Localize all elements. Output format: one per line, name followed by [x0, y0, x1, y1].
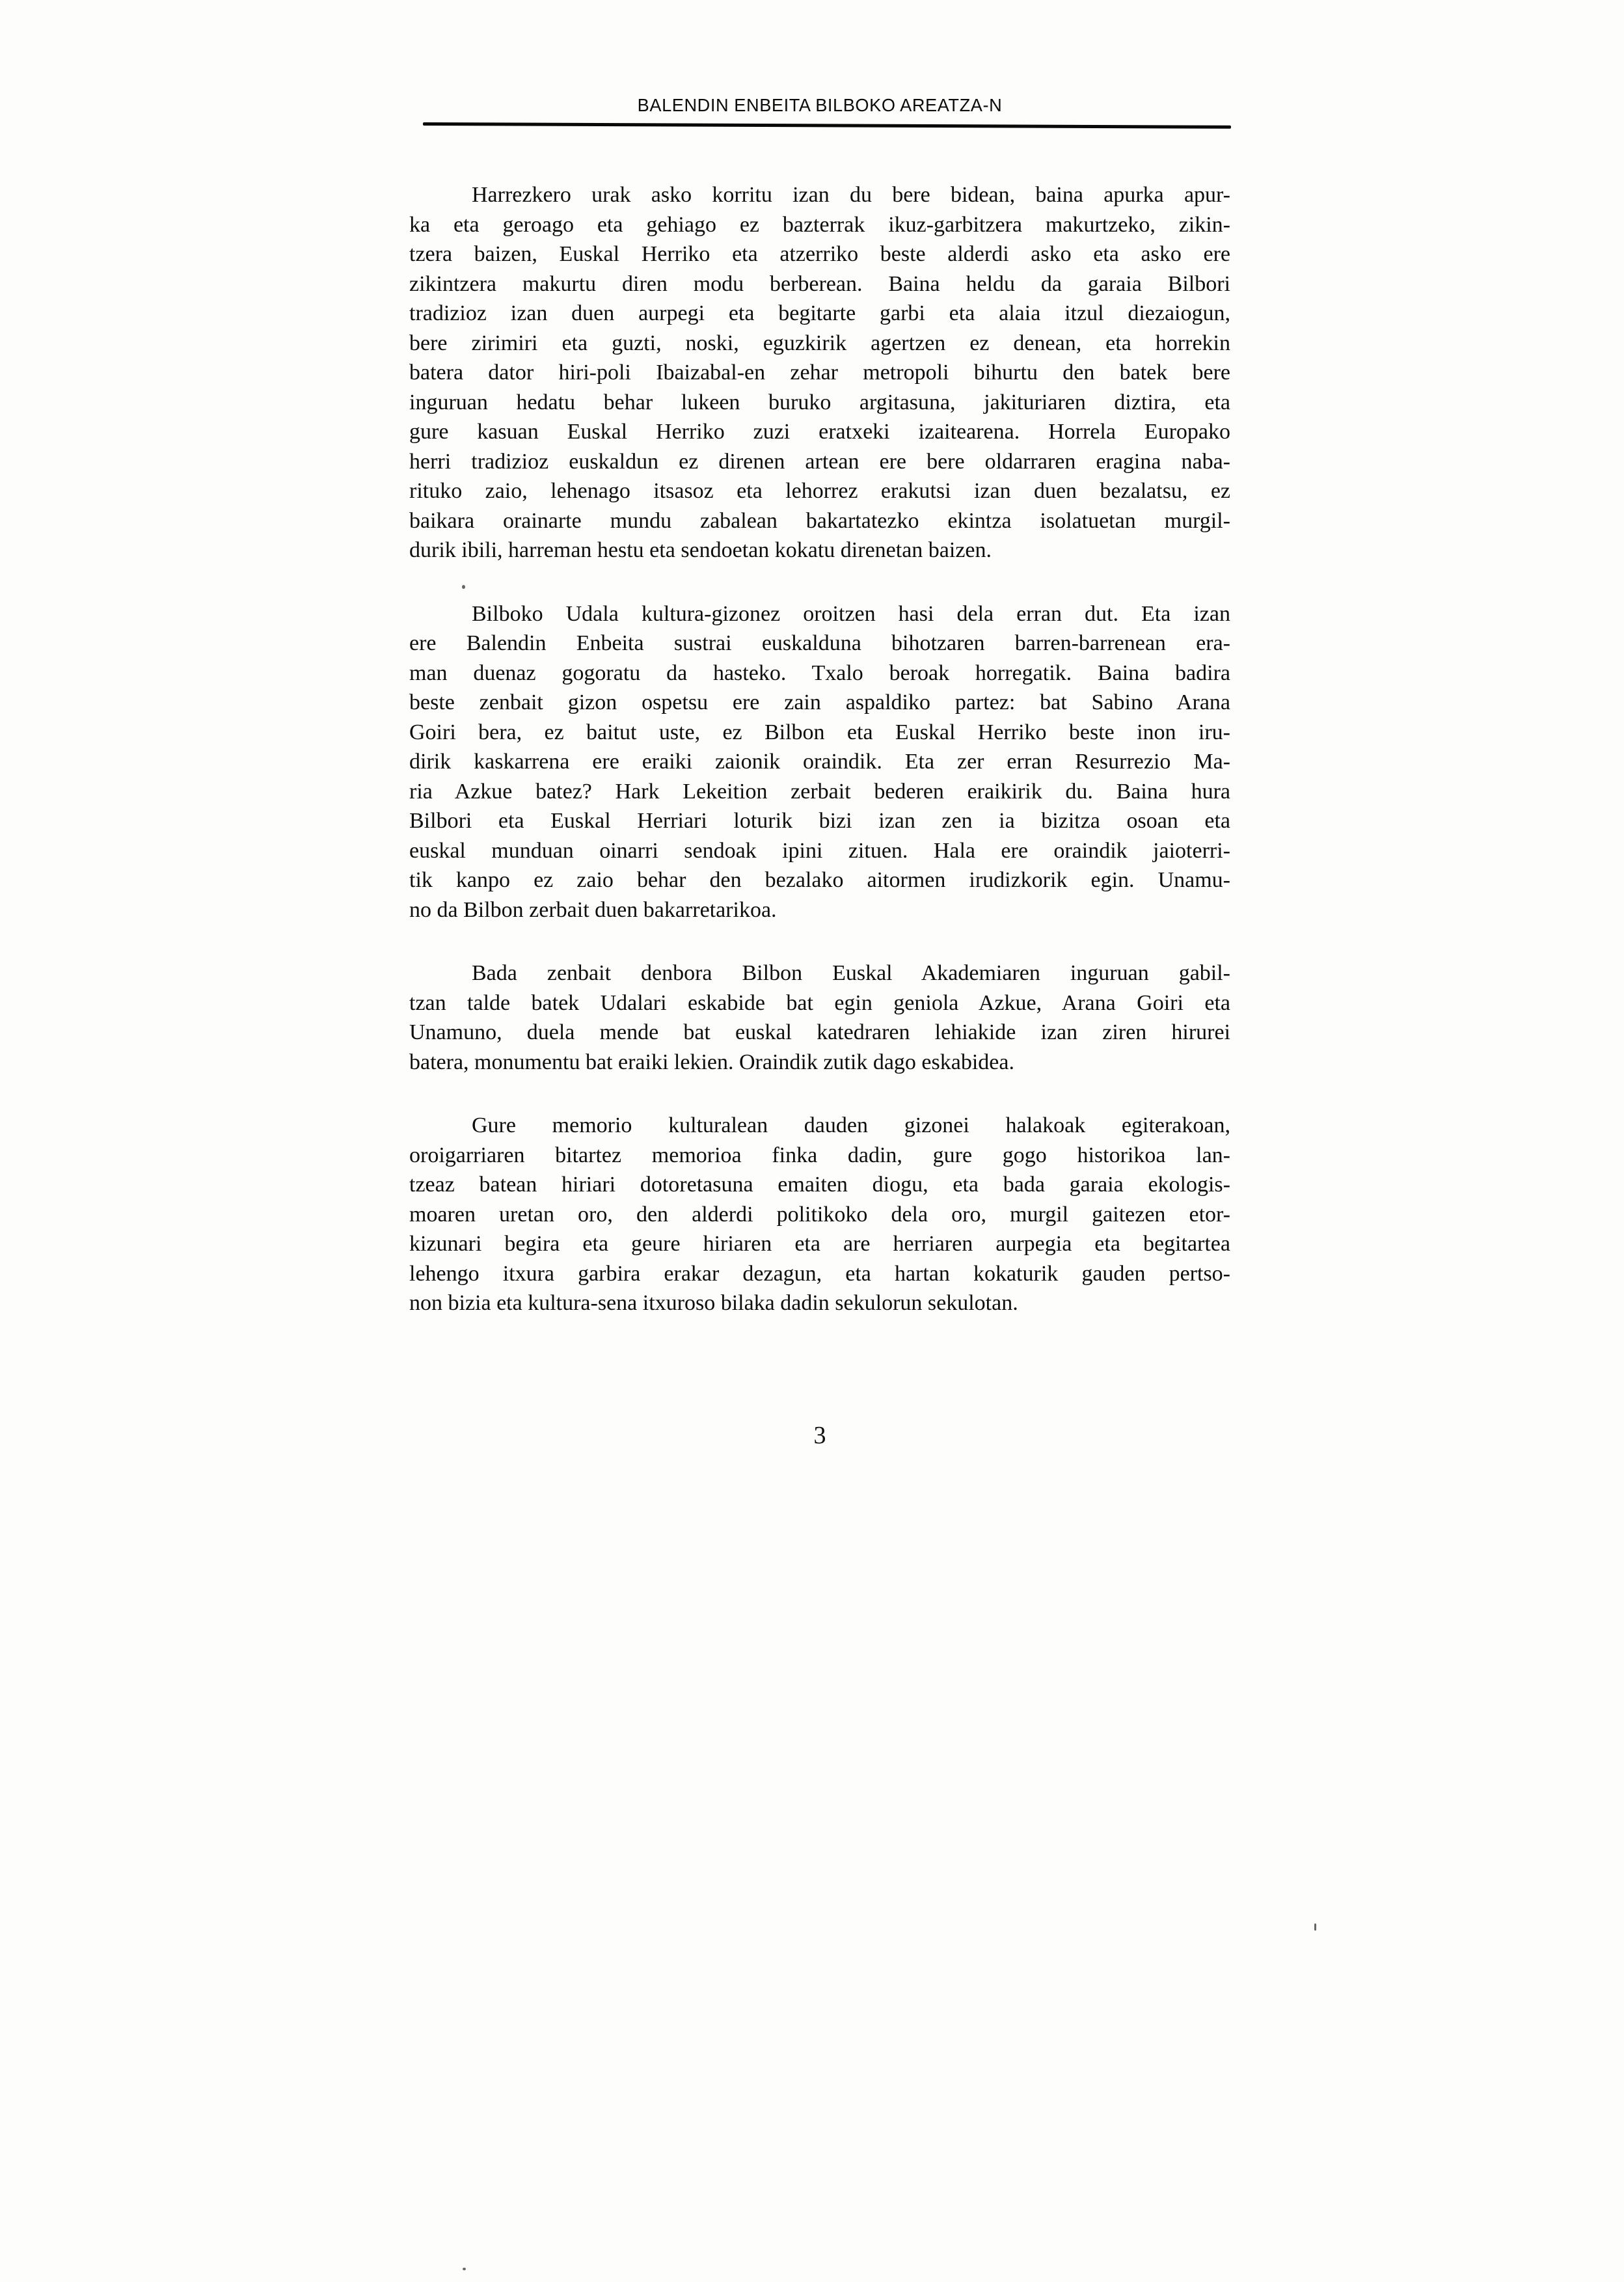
- body-text: [409, 180, 1230, 1352]
- scan-speck: [462, 585, 465, 589]
- text-line: euskal munduan oinarri sendoak ipini zituen. Hala ere oraindik jaioterri-: [409, 838, 1230, 863]
- text-line: ere Balendin Enbeita sustrai euskalduna bihotzaren barren-barrenean era-: [409, 631, 1230, 655]
- paragraph: [409, 180, 1230, 565]
- text-line: tzeaz batean hiriari dotoretasuna emaiten diogu, eta bada garaia ekologis-: [409, 1173, 1230, 1197]
- text-line: Bilboko Udala kultura-gizonez oroitzen hasi dela erran dut. Eta izan: [472, 601, 1230, 626]
- text-line: batera, monumentu bat eraiki lekien. Oraindik zutik dago eskabidea.: [409, 1050, 1014, 1074]
- text-line: Goiri bera, ez baitut uste, ez Bilbon eta Euskal Herriko beste inon iru-: [409, 720, 1230, 744]
- paragraph: [409, 599, 1230, 925]
- text-line: durik ibili, harreman hestu eta sendoetan kokatu direnetan baizen.: [409, 538, 992, 562]
- text-line: lehengo itxura garbira erakar dezagun, eta hartan kokaturik gauden pertso-: [409, 1261, 1230, 1286]
- text-line: kizunari begira eta geure hiriaren eta are herriaren aurpegia eta begitartea: [409, 1232, 1230, 1256]
- text-line: man duenaz gogoratu da hasteko. Txalo beroak horregatik. Baina badira: [409, 660, 1230, 685]
- text-line: non bizia eta kultura-sena itxuroso bilaka dadin sekulorun sekulotan.: [409, 1291, 1018, 1315]
- text-line: ka eta geroago eta gehiago ez bazterrak ikuz-garbitzera makurtzeko, zikin-: [409, 212, 1230, 237]
- text-line: Harrezkero urak asko korritu izan du bere bidean, baina apurka apur-: [472, 183, 1230, 207]
- text-line: dirik kaskarrena ere eraiki zaionik oraindik. Eta zer erran Resurrezio Ma-: [409, 750, 1230, 774]
- text-line: oroigarriaren bitartez memorioa finka dadin, gure gogo historikoa lan-: [409, 1143, 1230, 1167]
- text-line: tik kanpo ez zaio behar den bezalako aitormen irudizkorik egin. Unamu-: [409, 868, 1230, 892]
- text-line: moaren uretan oro, den alderdi politikoko dela oro, murgil gaitezen etor-: [409, 1202, 1230, 1227]
- paragraph: [409, 958, 1230, 1077]
- text-line: Bilbori eta Euskal Herriari loturik bizi izan zen ia bizitza osoan eta: [409, 809, 1230, 833]
- text-line: baikara orainarte mundu zabalean bakartatezko ekintza isolatuetan murgil-: [409, 508, 1230, 533]
- text-line: tzera baizen, Euskal Herriko eta atzerriko beste alderdi asko eta asko ere: [409, 242, 1230, 266]
- text-line: herri tradizioz euskaldun ez direnen artean ere bere oldarraren eragina naba-: [409, 449, 1230, 474]
- text-line: no da Bilbon zerbait duen bakarretarikoa.: [409, 897, 777, 922]
- running-header-title: BALENDIN ENBEITA BILBOKO AREATZA-N: [637, 95, 1003, 115]
- text-line: tzan talde batek Udalari eskabide bat egin geniola Azkue, Arana Goiri eta: [409, 990, 1230, 1015]
- text-line: ria Azkue batez? Hark Lekeition zerbait bederen eraikirik du. Baina hura: [409, 779, 1230, 804]
- header-rule: [423, 122, 1231, 129]
- text-line: Unamuno, duela mende bat euskal katedraren lehiakide izan ziren hirurei: [409, 1020, 1230, 1044]
- text-line: batera dator hiri-poli Ibaizabal-en zehar metropoli bihurtu den batek bere: [409, 360, 1230, 385]
- text-line: inguruan hedatu behar lukeen buruko argitasuna, jakituriaren diztira, eta: [409, 390, 1230, 414]
- scan-speck: [1314, 1923, 1316, 1931]
- text-line: Bada zenbait denbora Bilbon Euskal Akademiaren inguruan gabil-: [472, 961, 1230, 985]
- text-line: tradizioz izan duen aurpegi eta begitarte garbi eta alaia itzul diezaiogun,: [409, 301, 1230, 325]
- page-number: 3: [813, 1422, 826, 1449]
- scan-speck: [463, 2268, 466, 2270]
- text-line: Gure memorio kulturalean dauden gizonei halakoak egiterakoan,: [472, 1113, 1230, 1137]
- text-line: beste zenbait gizon ospetsu ere zain aspaldiko partez: bat Sabino Arana: [409, 690, 1230, 714]
- text-line: rituko zaio, lehenago itsasoz eta lehorrez erakutsi izan duen bezalatsu, ez: [409, 479, 1230, 503]
- text-line: bere zirimiri eta guzti, noski, eguzkirik agertzen ez denean, eta horrekin: [409, 331, 1230, 355]
- text-line: gure kasuan Euskal Herriko zuzi eratxeki izaitearena. Horrela Europako: [409, 420, 1230, 444]
- paragraph: [409, 1111, 1230, 1318]
- text-line: zikintzera makurtu diren modu berberean. Baina heldu da garaia Bilbori: [409, 271, 1230, 296]
